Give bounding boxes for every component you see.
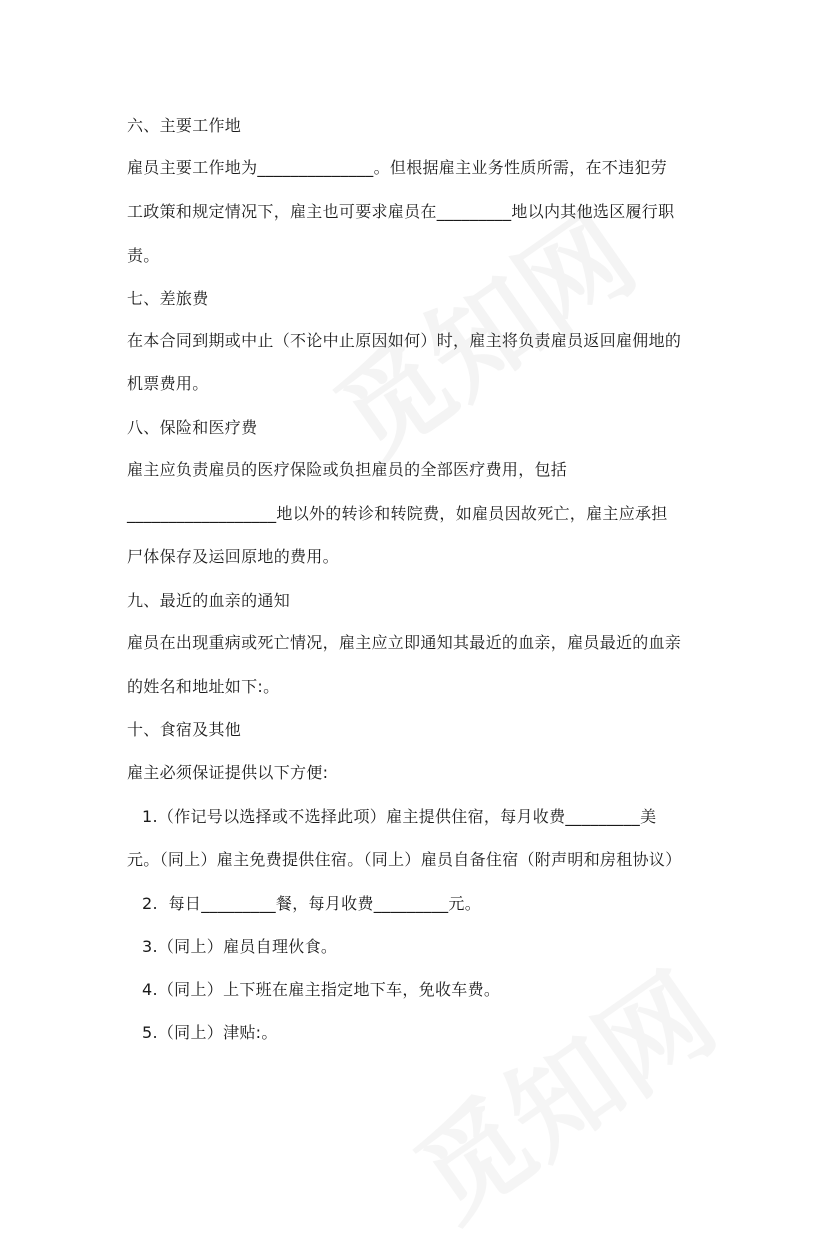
paragraph-line: 雇主必须保证提供以下方便: xyxy=(127,763,329,782)
list-item: 1.（作记号以选择或不选择此项）雇主提供住宿，每月收费_________美 xyxy=(142,807,657,826)
paragraph-line: 雇员在出现重病或死亡情况，雇主应立即通知其最近的血亲，雇员最近的血亲 xyxy=(127,633,682,652)
list-item: 2. 每日_________餐，每月收费_________元。 xyxy=(142,894,482,913)
paragraph-line: 尸体保存及运回原地的费用。 xyxy=(127,547,339,566)
paragraph-line: 雇员主要工作地为______________。但根据雇主业务性质所需，在不违犯劳 xyxy=(127,158,668,177)
paragraph-line: 机票费用。 xyxy=(127,374,209,393)
paragraph-line: 在本合同到期或中止（不论中止原因如何）时，雇主将负责雇员返回雇佣地的 xyxy=(127,331,682,350)
section-heading: 六、主要工作地 xyxy=(127,116,242,135)
paragraph-line: __________________地以外的转诊和转院费，如雇员因故死亡，雇主应承担 xyxy=(127,504,668,523)
paragraph-line: 责。 xyxy=(127,246,160,265)
list-item: 4.（同上）上下班在雇主指定地下车，免收车费。 xyxy=(142,980,501,999)
paragraph-line: 工政策和规定情况下，雇主也可要求雇员在_________地以内其他选区履行职 xyxy=(127,202,675,221)
section-heading: 十、食宿及其他 xyxy=(127,720,242,739)
list-item: 5.（同上）津贴:。 xyxy=(142,1023,278,1042)
section-heading: 七、差旅费 xyxy=(127,289,209,308)
list-item: 3.（同上）雇员自理伙食。 xyxy=(142,937,338,956)
section-heading: 八、保险和医疗费 xyxy=(127,418,258,437)
section-heading: 九、最近的血亲的通知 xyxy=(127,591,291,610)
list-item-continuation: 元。（同上）雇主免费提供住宿。（同上）雇员自备住宿（附声明和房租协议） xyxy=(127,850,682,869)
paragraph-line: 的姓名和地址如下:。 xyxy=(127,677,280,696)
paragraph-line: 雇主应负责雇员的医疗保险或负担雇员的全部医疗费用，包括 xyxy=(127,460,568,479)
